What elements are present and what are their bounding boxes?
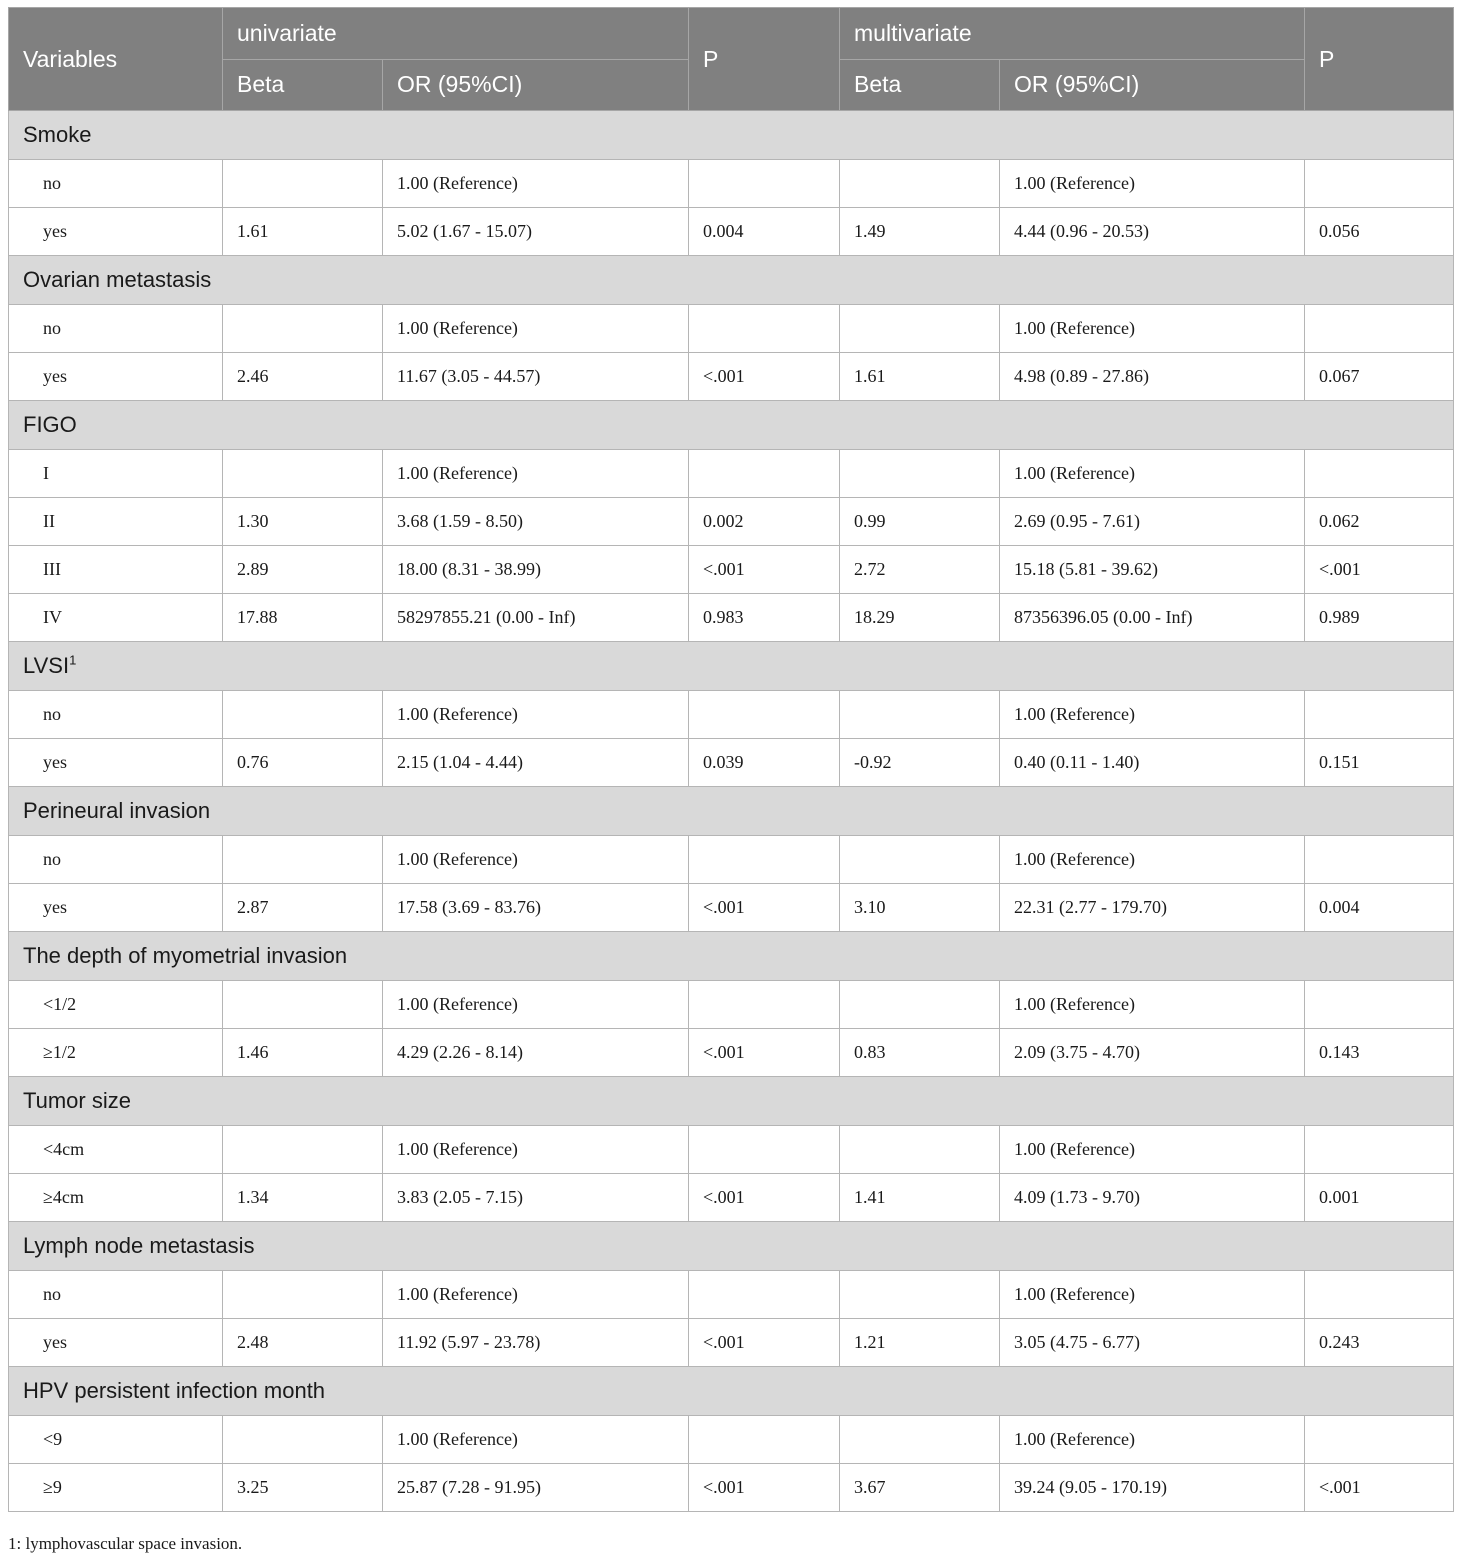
- group-name: Tumor size: [23, 1088, 131, 1113]
- cell-multivariate-or: 4.98 (0.89 - 27.86): [1000, 353, 1305, 401]
- cell-multivariate-or: 1.00 (Reference): [1000, 1126, 1305, 1174]
- table-row: [9, 691, 1454, 739]
- header-variables: Variables: [9, 8, 223, 111]
- cell-univariate-beta: 1.30: [223, 498, 383, 546]
- group-name: LVSI: [23, 653, 70, 678]
- cell-univariate-p: [689, 450, 840, 498]
- table-row: [9, 546, 1454, 594]
- cell-univariate-p: [689, 836, 840, 884]
- cell-multivariate-beta: [840, 981, 1000, 1029]
- cell-multivariate-p: 0.243: [1305, 1319, 1454, 1367]
- cell-multivariate-p: [1305, 836, 1454, 884]
- cell-level: ≥9: [9, 1464, 223, 1512]
- cell-multivariate-or: 4.44 (0.96 - 20.53): [1000, 208, 1305, 256]
- cell-univariate-p: [689, 1416, 840, 1464]
- cell-univariate-p: [689, 305, 840, 353]
- cell-multivariate-or: 22.31 (2.77 - 179.70): [1000, 884, 1305, 932]
- table-row: [9, 594, 1454, 642]
- cell-univariate-p: <.001: [689, 1464, 840, 1512]
- table-row: [9, 1271, 1454, 1319]
- cell-univariate-or: 2.15 (1.04 - 4.44): [383, 739, 689, 787]
- cell-univariate-p: 0.039: [689, 739, 840, 787]
- cell-level: no: [9, 836, 223, 884]
- cell-multivariate-or: 1.00 (Reference): [1000, 450, 1305, 498]
- cell-multivariate-beta: 3.10: [840, 884, 1000, 932]
- table-row: [9, 160, 1454, 208]
- group-name: The depth of myometrial invasion: [23, 943, 348, 968]
- cell-level: yes: [9, 353, 223, 401]
- cell-univariate-p: <.001: [689, 1174, 840, 1222]
- cell-univariate-beta: 3.25: [223, 1464, 383, 1512]
- cell-multivariate-beta: [840, 1416, 1000, 1464]
- table-header: [9, 8, 1454, 111]
- cell-level: ≥4cm: [9, 1174, 223, 1222]
- table-footnote: 1: lymphovascular space invasion.: [8, 1534, 243, 1553]
- group-name: Ovarian metastasis: [23, 267, 212, 292]
- group-label: [9, 932, 1454, 981]
- cell-multivariate-beta: [840, 1271, 1000, 1319]
- cell-level: yes: [9, 208, 223, 256]
- cell-univariate-beta: 2.89: [223, 546, 383, 594]
- cell-univariate-or: 4.29 (2.26 - 8.14): [383, 1029, 689, 1077]
- cell-univariate-p: <.001: [689, 353, 840, 401]
- cell-multivariate-beta: [840, 1126, 1000, 1174]
- cell-multivariate-p: [1305, 1271, 1454, 1319]
- cell-univariate-or: 11.67 (3.05 - 44.57): [383, 353, 689, 401]
- cell-level: ≥1/2: [9, 1029, 223, 1077]
- cell-multivariate-p: [1305, 691, 1454, 739]
- cell-multivariate-beta: [840, 836, 1000, 884]
- group-label: [9, 1367, 1454, 1416]
- cell-multivariate-beta: 3.67: [840, 1464, 1000, 1512]
- cell-multivariate-p: <.001: [1305, 546, 1454, 594]
- cell-multivariate-p: 0.056: [1305, 208, 1454, 256]
- cell-multivariate-or: 1.00 (Reference): [1000, 981, 1305, 1029]
- cell-multivariate-p: [1305, 450, 1454, 498]
- cell-multivariate-beta: 0.99: [840, 498, 1000, 546]
- cell-multivariate-beta: [840, 305, 1000, 353]
- cell-univariate-beta: [223, 981, 383, 1029]
- cell-univariate-p: <.001: [689, 546, 840, 594]
- group-label: [9, 401, 1454, 450]
- cell-univariate-or: 17.58 (3.69 - 83.76): [383, 884, 689, 932]
- table-row: [9, 1174, 1454, 1222]
- cell-multivariate-or: 87356396.05 (0.00 - Inf): [1000, 594, 1305, 642]
- cell-univariate-p: <.001: [689, 1319, 840, 1367]
- cell-multivariate-beta: [840, 160, 1000, 208]
- cell-level: II: [9, 498, 223, 546]
- cell-multivariate-beta: 0.83: [840, 1029, 1000, 1077]
- group-row: [9, 787, 1454, 836]
- group-label: [9, 256, 1454, 305]
- cell-multivariate-or: 1.00 (Reference): [1000, 1416, 1305, 1464]
- cell-univariate-beta: 2.48: [223, 1319, 383, 1367]
- cell-multivariate-or: 1.00 (Reference): [1000, 691, 1305, 739]
- cell-level: no: [9, 160, 223, 208]
- cell-multivariate-or: 1.00 (Reference): [1000, 1271, 1305, 1319]
- cell-univariate-or: 1.00 (Reference): [383, 305, 689, 353]
- cell-univariate-beta: [223, 691, 383, 739]
- cell-univariate-or: 1.00 (Reference): [383, 1271, 689, 1319]
- group-row: [9, 256, 1454, 305]
- group-row: [9, 111, 1454, 160]
- cell-level: <9: [9, 1416, 223, 1464]
- cell-level: <1/2: [9, 981, 223, 1029]
- cell-univariate-p: <.001: [689, 884, 840, 932]
- cell-multivariate-p: <.001: [1305, 1464, 1454, 1512]
- group-row: [9, 1077, 1454, 1126]
- table-row: [9, 1319, 1454, 1367]
- cell-univariate-beta: [223, 305, 383, 353]
- header-univariate-p: P: [689, 8, 840, 111]
- table-row: [9, 1029, 1454, 1077]
- cell-multivariate-beta: [840, 450, 1000, 498]
- cell-multivariate-or: 0.40 (0.11 - 1.40): [1000, 739, 1305, 787]
- cell-univariate-beta: 1.46: [223, 1029, 383, 1077]
- cell-multivariate-or: 4.09 (1.73 - 9.70): [1000, 1174, 1305, 1222]
- header-multivariate-beta: Beta: [840, 59, 1000, 111]
- cell-multivariate-beta: 18.29: [840, 594, 1000, 642]
- cell-multivariate-p: 0.151: [1305, 739, 1454, 787]
- cell-multivariate-beta: -0.92: [840, 739, 1000, 787]
- cell-univariate-p: 0.002: [689, 498, 840, 546]
- cell-level: no: [9, 691, 223, 739]
- group-row: [9, 401, 1454, 450]
- cell-multivariate-beta: 1.49: [840, 208, 1000, 256]
- group-row: [9, 642, 1454, 691]
- group-name: FIGO: [23, 412, 77, 437]
- header-univariate-beta: Beta: [223, 59, 383, 111]
- cell-multivariate-p: [1305, 305, 1454, 353]
- group-name: Perineural invasion: [23, 798, 211, 823]
- table-row: [9, 498, 1454, 546]
- cell-univariate-p: 0.004: [689, 208, 840, 256]
- cell-univariate-or: 5.02 (1.67 - 15.07): [383, 208, 689, 256]
- group-row: [9, 932, 1454, 981]
- cell-multivariate-p: 0.062: [1305, 498, 1454, 546]
- cell-univariate-or: 1.00 (Reference): [383, 1416, 689, 1464]
- cell-univariate-or: 1.00 (Reference): [383, 1126, 689, 1174]
- cell-level: yes: [9, 1319, 223, 1367]
- cell-univariate-or: 25.87 (7.28 - 91.95): [383, 1464, 689, 1512]
- cell-level: III: [9, 546, 223, 594]
- table-row: [9, 981, 1454, 1029]
- cell-univariate-beta: [223, 1126, 383, 1174]
- cell-univariate-or: 1.00 (Reference): [383, 691, 689, 739]
- cell-multivariate-p: 0.989: [1305, 594, 1454, 642]
- header-univariate-or: OR (95%CI): [383, 59, 689, 111]
- group-label: [9, 111, 1454, 160]
- cell-multivariate-or: 1.00 (Reference): [1000, 305, 1305, 353]
- cell-multivariate-p: 0.143: [1305, 1029, 1454, 1077]
- cell-univariate-p: [689, 1271, 840, 1319]
- cell-univariate-p: [689, 691, 840, 739]
- cell-univariate-beta: 1.61: [223, 208, 383, 256]
- table-row: [9, 739, 1454, 787]
- cell-univariate-or: 3.68 (1.59 - 8.50): [383, 498, 689, 546]
- group-label: [9, 1077, 1454, 1126]
- cell-level: no: [9, 305, 223, 353]
- cell-univariate-or: 58297855.21 (0.00 - Inf): [383, 594, 689, 642]
- cell-multivariate-beta: 2.72: [840, 546, 1000, 594]
- cell-univariate-beta: 17.88: [223, 594, 383, 642]
- cell-level: <4cm: [9, 1126, 223, 1174]
- cell-multivariate-p: 0.001: [1305, 1174, 1454, 1222]
- results-table-container: [8, 7, 1453, 1512]
- cell-multivariate-beta: 1.21: [840, 1319, 1000, 1367]
- cell-univariate-p: [689, 981, 840, 1029]
- cell-multivariate-p: [1305, 160, 1454, 208]
- cell-univariate-p: <.001: [689, 1029, 840, 1077]
- table-row: [9, 353, 1454, 401]
- group-row: [9, 1367, 1454, 1416]
- group-label: [9, 642, 1454, 691]
- cell-multivariate-or: 15.18 (5.81 - 39.62): [1000, 546, 1305, 594]
- cell-univariate-beta: [223, 1271, 383, 1319]
- cell-univariate-p: [689, 1126, 840, 1174]
- cell-univariate-beta: 1.34: [223, 1174, 383, 1222]
- cell-multivariate-p: 0.004: [1305, 884, 1454, 932]
- cell-level: yes: [9, 884, 223, 932]
- cell-multivariate-p: [1305, 981, 1454, 1029]
- cell-univariate-beta: [223, 836, 383, 884]
- cell-multivariate-beta: [840, 691, 1000, 739]
- group-name: Smoke: [23, 122, 92, 147]
- table-row: [9, 884, 1454, 932]
- group-name: Lymph node metastasis: [23, 1233, 255, 1258]
- cell-multivariate-beta: 1.41: [840, 1174, 1000, 1222]
- table-row: [9, 1416, 1454, 1464]
- group-row: [9, 1222, 1454, 1271]
- table-row: [9, 1464, 1454, 1512]
- cell-univariate-beta: [223, 160, 383, 208]
- cell-univariate-beta: 2.46: [223, 353, 383, 401]
- cell-multivariate-p: 0.067: [1305, 353, 1454, 401]
- cell-univariate-beta: 0.76: [223, 739, 383, 787]
- footnote-marker: 1: [69, 652, 77, 668]
- cell-multivariate-p: [1305, 1126, 1454, 1174]
- group-name: HPV persistent infection month: [23, 1378, 326, 1403]
- table-body: [9, 111, 1454, 1512]
- cell-univariate-p: [689, 160, 840, 208]
- header-multivariate-p: P: [1305, 8, 1454, 111]
- cell-level: I: [9, 450, 223, 498]
- cell-multivariate-p: [1305, 1416, 1454, 1464]
- table-row: [9, 1126, 1454, 1174]
- cell-univariate-beta: [223, 450, 383, 498]
- cell-univariate-beta: [223, 1416, 383, 1464]
- cell-level: no: [9, 1271, 223, 1319]
- header-multivariate-or: OR (95%CI): [1000, 59, 1305, 111]
- table-row: [9, 836, 1454, 884]
- regression-table: [8, 7, 1454, 1512]
- cell-multivariate-or: 2.69 (0.95 - 7.61): [1000, 498, 1305, 546]
- cell-multivariate-or: 39.24 (9.05 - 170.19): [1000, 1464, 1305, 1512]
- cell-univariate-or: 11.92 (5.97 - 23.78): [383, 1319, 689, 1367]
- header-univariate: univariate: [223, 8, 689, 60]
- cell-univariate-or: 1.00 (Reference): [383, 836, 689, 884]
- cell-multivariate-or: 3.05 (4.75 - 6.77): [1000, 1319, 1305, 1367]
- cell-univariate-or: 1.00 (Reference): [383, 981, 689, 1029]
- cell-level: IV: [9, 594, 223, 642]
- cell-multivariate-beta: 1.61: [840, 353, 1000, 401]
- cell-multivariate-or: 2.09 (3.75 - 4.70): [1000, 1029, 1305, 1077]
- cell-univariate-or: 18.00 (8.31 - 38.99): [383, 546, 689, 594]
- cell-univariate-beta: 2.87: [223, 884, 383, 932]
- cell-multivariate-or: 1.00 (Reference): [1000, 160, 1305, 208]
- cell-univariate-or: 1.00 (Reference): [383, 160, 689, 208]
- cell-univariate-p: 0.983: [689, 594, 840, 642]
- cell-univariate-or: 1.00 (Reference): [383, 450, 689, 498]
- table-row: [9, 450, 1454, 498]
- table-row: [9, 208, 1454, 256]
- cell-multivariate-or: 1.00 (Reference): [1000, 836, 1305, 884]
- group-label: [9, 787, 1454, 836]
- group-label: [9, 1222, 1454, 1271]
- cell-univariate-or: 3.83 (2.05 - 7.15): [383, 1174, 689, 1222]
- header-multivariate: multivariate: [840, 8, 1305, 60]
- table-row: [9, 305, 1454, 353]
- cell-level: yes: [9, 739, 223, 787]
